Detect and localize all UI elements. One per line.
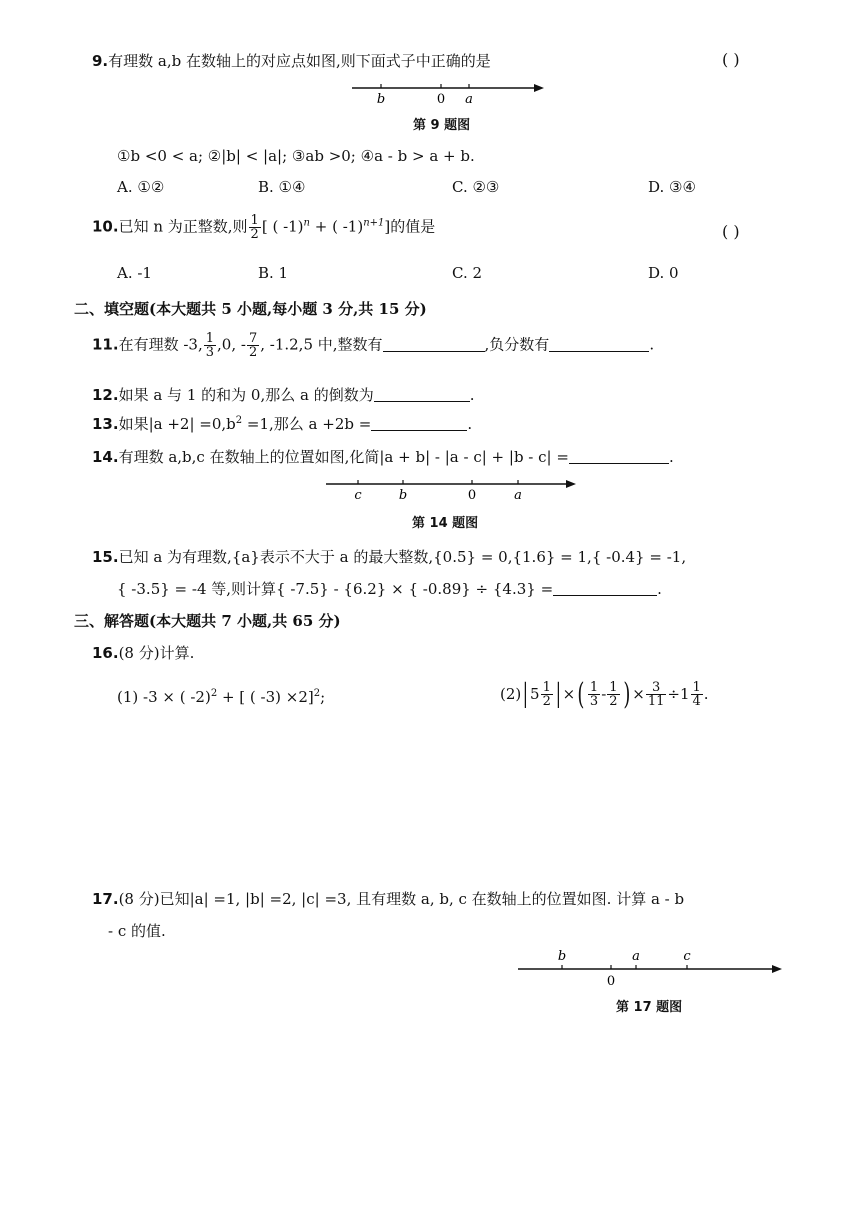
q16-part-2-whole: 5 [530,685,540,703]
q16-part-1 [117,688,325,706]
q16-part-2-frac-b-num: 1 [609,679,618,695]
q12-stem [92,384,474,405]
q17-line2: - c 的值. [108,922,166,940]
q9-option-b: B. ①④ [258,178,306,196]
q15-text-line2: { -3.5} = -4 等,则计算{ -7.5} - {6.2} × { -0.89} ÷ {4.3} = [117,580,554,598]
q9-option-d: D. ③④ [648,178,696,196]
abs-bar-right: | [555,679,561,709]
abs-bar-left: | [523,679,529,709]
q11-text-pre: 在有理数 -3, [118,335,203,354]
q14-point-b: b [398,488,408,503]
q14-stem [92,446,674,467]
q14-point-zero: 0 [467,488,477,503]
q17-number: 17. [92,890,119,908]
q16-number: 16. [92,644,119,662]
q11-fraction-1-den: 3 [205,345,215,360]
q12-end: . [469,386,475,404]
q11-fraction-1-num: 1 [205,331,215,346]
q16-part-2-frac-b-den: 2 [609,693,618,709]
q11-fraction-1 [204,332,216,359]
q13-blank[interactable] [371,416,467,431]
q13-stem [92,413,472,434]
q9-point-zero: 0 [436,92,446,107]
q16-part-2-frac-a-num: 1 [589,679,599,695]
q12-blank[interactable] [374,387,470,402]
q12-text: 如果 a 与 1 的和为 0,那么 a 的倒数为 [118,386,374,404]
q14-number: 14. [92,448,119,466]
q16-part-2-frac [541,681,553,708]
q9-point-b: b [376,92,386,107]
q9-caption: 第 9 题图 [413,118,471,133]
q10-expr-b: + ( -1) [310,217,364,236]
q16-part-2-frac-b [607,681,619,708]
q16-part-2-times: × [562,685,576,703]
q10-option-b: B. 1 [258,264,289,282]
paren-left: ( [577,676,585,712]
q13-text-a: 如果|a +2| =0,b [118,415,236,433]
q17-point-c: c [683,949,691,964]
q16-stem [92,642,194,663]
q16-part-2-div: ÷1 [667,685,690,703]
q13-number: 13. [92,415,119,433]
q16-part-2-frac-d-num: 1 [692,679,701,695]
q16-part-2-minus: - [601,685,607,703]
q16-part-2 [500,672,709,716]
q10-fraction-den: 2 [250,227,259,242]
q14-number-line [322,474,580,504]
q16-part-2-frac-d [691,681,703,708]
q16-part-2-frac-num: 1 [542,679,551,695]
section-3-heading: 三、解答题(本大题共 7 小题,共 65 分) [74,612,341,630]
q16-part-1-exp: 2 [210,688,218,699]
q16-part-1-exp2: 2 [313,688,321,699]
q14-text: 有理数 a,b,c 在数轴上的位置如图,化简|a + b| - |a - c| + |b - c| = [118,448,569,466]
q16-part-2-frac-c [646,681,667,708]
q16-part-2-times2: × [632,685,645,703]
q10-number: 10. [92,217,119,236]
q9-point-a: a [465,92,473,107]
q16-part-2-frac-d-den: 4 [692,693,701,709]
q10-option-a: A. -1 [117,264,152,282]
q14-blank[interactable] [569,449,669,464]
q16-part-2-label: (2) [500,685,522,703]
q14-point-a: a [514,488,522,503]
q11-fraction-2-num: 7 [248,331,258,346]
q11-end: . [649,335,655,354]
q10-answer-bracket: ( ) [722,222,740,241]
q11-number: 11. [92,335,119,354]
q16-part-2-end: . [703,685,709,703]
q11-fraction-2 [247,332,259,359]
q16-part-1-end: ; [320,688,326,706]
q10-text-pre: 已知 n 为正整数,则 [118,217,248,236]
q16-part-2-frac-a [588,681,600,708]
q16-part-2-frac-a-den: 3 [589,693,599,709]
q15-line1 [92,546,686,567]
q17-point-a: a [632,949,640,964]
section-2-heading: 二、填空题(本大题共 5 小题,每小题 3 分,共 15 分) [74,300,427,318]
q17-text-line1: (8 分)已知|a| =1, |b| =2, |c| =3, 且有理数 a, b, c 在数轴上的位置如图. 计算 a - b [118,890,685,908]
q9-answer-bracket: ( ) [722,50,740,69]
q9-statements: ①b <0 < a; ②|b| < |a|; ③ab >0; ④a - b > a + b. [117,147,475,165]
q10-fraction-num: 1 [250,213,259,228]
q14-point-c: c [354,488,362,503]
q11-blank-integers[interactable] [383,337,485,352]
q16-part-1-a: (1) -3 × ( -2) [117,688,211,706]
q16-text: (8 分)计算. [118,644,195,662]
q13-text-b: =1,那么 a +2b = [242,415,372,433]
q10-fraction [249,214,261,241]
q17-point-b: b [557,949,567,964]
q9-text: 有理数 a,b 在数轴上的对应点如图,则下面式子中正确的是 [108,52,491,70]
q9-option-c: C. ②③ [452,178,500,196]
q17-caption: 第 17 题图 [616,1000,683,1015]
q10-exp-a: n [303,217,310,229]
q14-caption: 第 14 题图 [412,516,479,531]
q11-text-mid: ,0, - [217,335,246,354]
q11-text-mid2: ,负分数有 [484,335,550,354]
q15-number: 15. [92,548,119,566]
q12-number: 12. [92,386,119,404]
q15-text-line1: 已知 a 为有理数,{a}表示不大于 a 的最大整数,{0.5} = 0,{1.6} = 1,{ -0.4} = -1, [118,548,687,566]
q17-number-line [514,946,786,990]
q10-option-c: C. 2 [452,264,483,282]
q9-number: 9. [92,52,109,70]
q16-part-2-frac-den: 2 [542,693,551,709]
q9-option-a: A. ①② [117,178,165,196]
q10-option-d: D. 0 [648,264,679,282]
q10-stem [92,214,435,241]
q15-end: . [657,580,662,598]
q9-stem [92,50,491,71]
q9-number-line [348,78,548,108]
q10-text-post: ]的值是 [384,217,436,236]
q15-blank[interactable] [553,581,657,596]
paren-right: ) [622,676,630,712]
q10-expr-a: [ ( -1) [261,217,304,236]
q11-blank-negative-fractions[interactable] [549,337,649,352]
q16-part-2-frac-c-den: 11 [647,693,665,709]
q13-end: . [467,415,473,433]
q11-stem [92,332,654,359]
q16-part-1-b: + [ ( -3) ×2] [217,688,314,706]
q14-end: . [668,448,674,466]
q11-fraction-2-den: 2 [248,345,258,360]
q10-exp-b: n+1 [363,217,385,229]
q16-part-2-frac-c-num: 3 [646,681,667,695]
q15-line2 [117,578,662,599]
q17-point-zero: 0 [606,974,616,989]
q17-line1 [92,888,684,909]
q13-exp: 2 [235,415,243,426]
q11-text-post: , -1.2,5 中,整数有 [260,335,383,354]
